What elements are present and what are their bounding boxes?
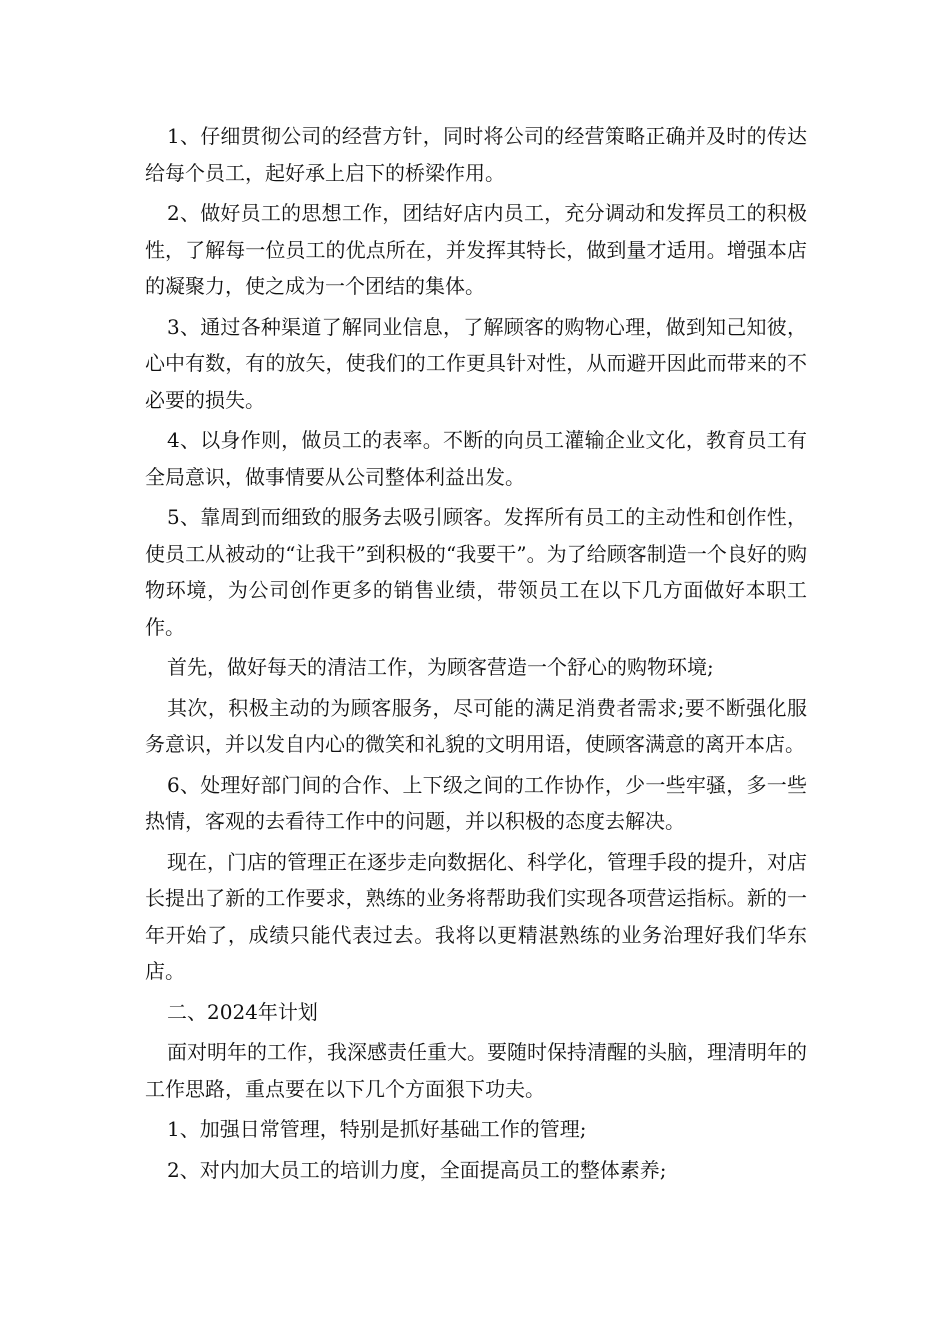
- plan-item-2: 2、对内加大员工的培训力度，全面提高员工的整体素养;: [167, 1157, 667, 1182]
- paragraph-item-3: 3、通过各种渠道了解同业信息，了解顾客的购物心理，做到知己知彼，心中有数，有的放矢，使我们的工作更具针对性，从而避开因此而带来的不必要的损失。: [145, 314, 807, 412]
- paragraph-item-2: 2、做好员工的思想工作，团结好店内员工，充分调动和发挥员工的积极性，了解每一位员工的优点所在，并发挥其特长，做到量才适用。增强本店的凝聚力，使之成为一个团结的集体。: [145, 201, 807, 298]
- paragraph-plan-intro: 面对明年的工作，我深感责任重大。要随时保持清醒的头脑，理清明年的工作思路，重点要在以下几个方面狠下功夫。: [145, 1040, 807, 1101]
- paragraph-item-5: 5、靠周到而细致的服务去吸引顾客。发挥所有员工的主动性和创作性，使员工从被动的“让我干”到积极的“我要干”。为了给顾客制造一个良好的购物环境，为公司创作更多的销售业绩，带领员工在以下几方面做好本职工作。: [145, 505, 807, 639]
- paragraph-item-1: 1、仔细贯彻公司的经营方针，同时将公司的经营策略正确并及时的传达给每个员工，起好承上启下的桥梁作用。: [145, 124, 807, 185]
- paragraph-second: 其次，积极主动的为顾客服务，尽可能的满足消费者需求;要不断强化服务意识，并以发自内心的微笑和礼貌的文明用语，使顾客满意的离开本店。: [145, 695, 807, 756]
- document-page: [145, 118, 807, 1192]
- plan-item-1: 1、加强日常管理，特别是抓好基础工作的管理;: [167, 1117, 587, 1141]
- paragraph-item-6: 6、处理好部门间的合作、上下级之间的工作协作，少一些牢骚，多一些热情，客观的去看待工作中的问题，并以积极的态度去解决。: [145, 772, 807, 833]
- paragraph-now: 现在，门店的管理正在逐步走向数据化、科学化，管理手段的提升，对店长提出了新的工作要求，熟练的业务将帮助我们实现各项营运指标。新的一年开始了，成绩只能代表过去。我将以更精湛熟练的业务治理好我们华东店。: [145, 849, 807, 983]
- paragraph-first: 首先，做好每天的清洁工作，为顾客营造一个舒心的购物环境;: [167, 655, 714, 679]
- section-heading-plan: 二、2024年计划: [167, 999, 318, 1024]
- paragraph-item-4: 4、以身作则，做员工的表率。不断的向员工灌输企业文化，教育员工有全局意识，做事情要从公司整体利益出发。: [145, 428, 807, 489]
